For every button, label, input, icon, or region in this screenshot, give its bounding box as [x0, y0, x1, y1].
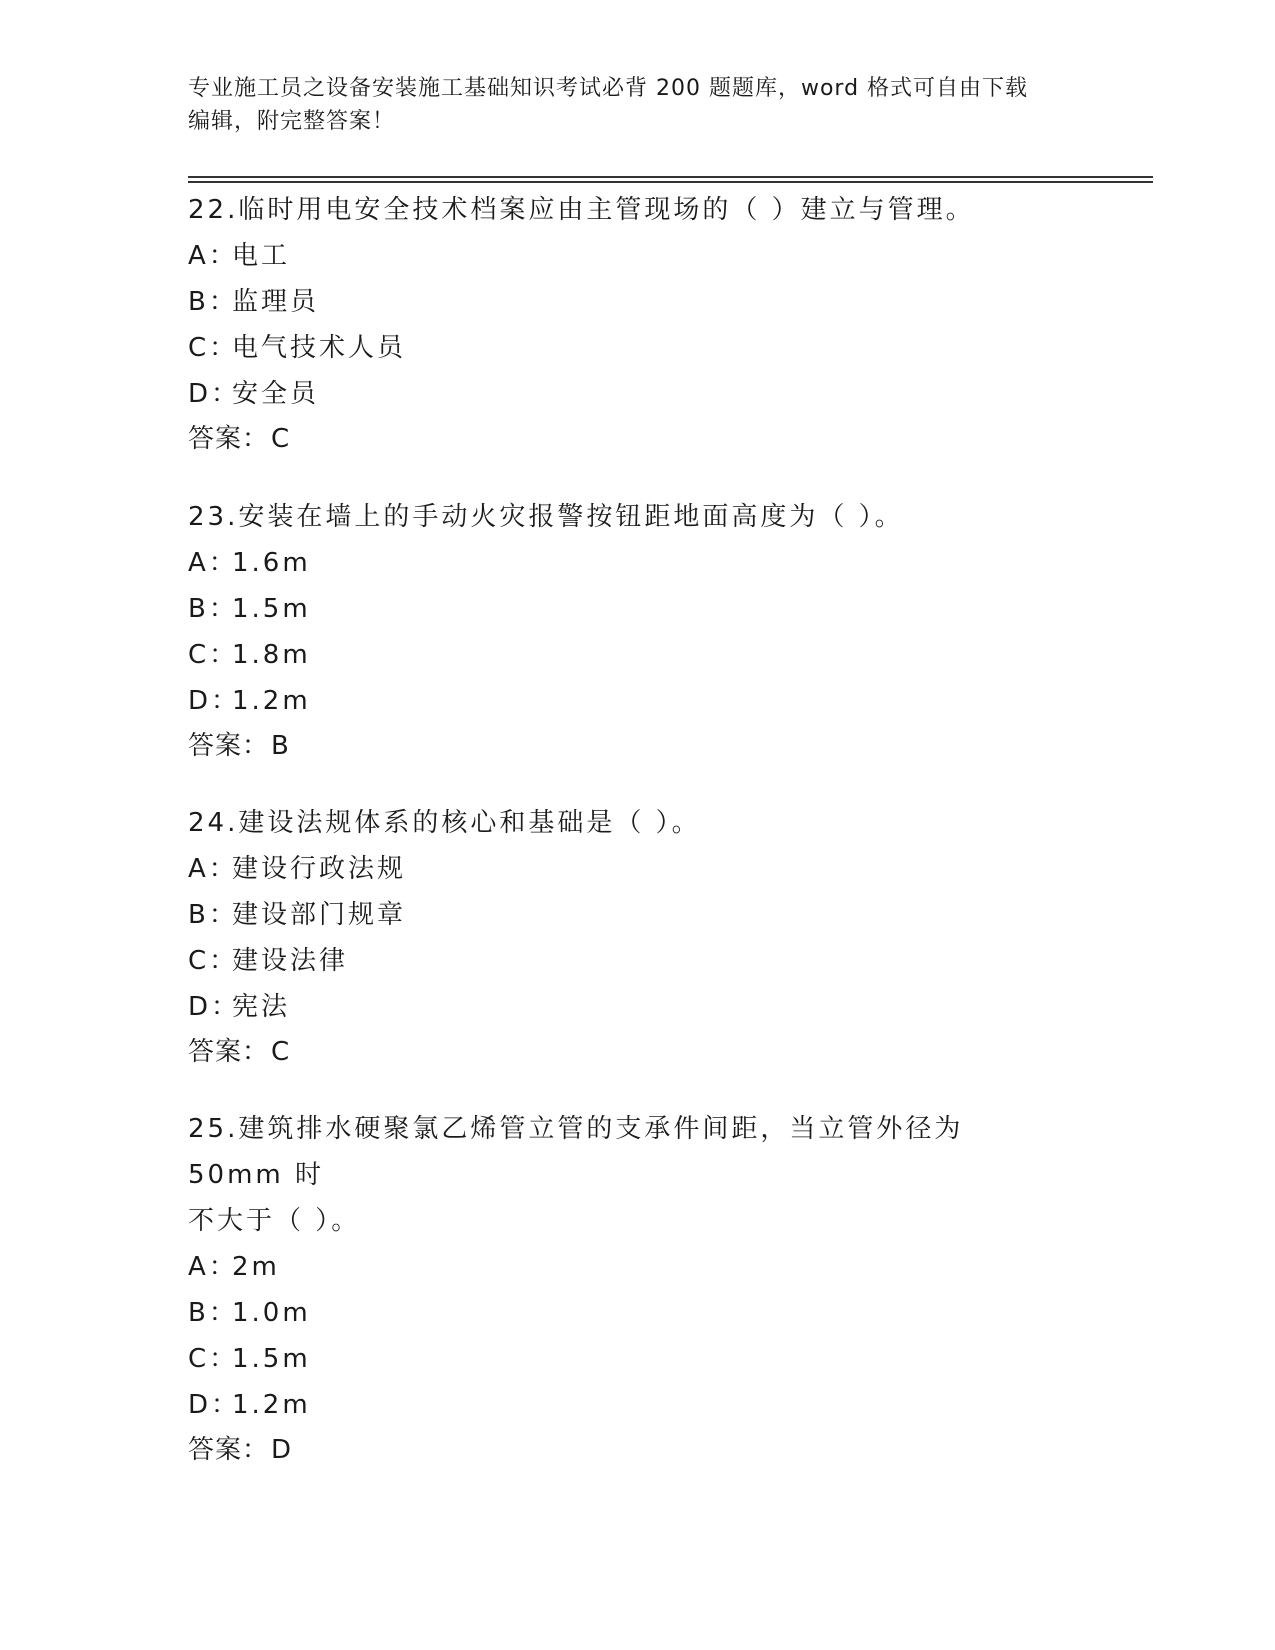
question-stem-line-2: 不大于（ ）。 [188, 1206, 361, 1236]
option-text: 电气技术人员 [232, 333, 407, 363]
option-b [188, 892, 1068, 938]
document-header [188, 72, 1068, 138]
option-key: D： [188, 379, 241, 409]
header-divider-bottom [188, 181, 1153, 183]
answer-label: 答案： [188, 1435, 270, 1465]
option-text: 宪法 [232, 992, 291, 1022]
option-a [188, 846, 1068, 892]
option-d [188, 371, 1068, 417]
option-key: B： [188, 287, 238, 317]
header-divider-top [188, 176, 1153, 178]
answer-label: 答案： [188, 424, 270, 454]
question-23 [188, 494, 1068, 768]
question-22 [188, 187, 1068, 461]
option-c [188, 325, 1068, 371]
option-text: 建设法律 [232, 946, 349, 976]
option-key: D： [188, 686, 241, 716]
option-key: A： [188, 1252, 238, 1282]
option-key: C： [188, 946, 239, 976]
answer-line [188, 417, 1068, 461]
question-25 [188, 1106, 1068, 1472]
option-text: 建设部门规章 [232, 900, 407, 930]
answer-label: 答案： [188, 1037, 270, 1067]
option-text: 1.5m [232, 594, 311, 624]
option-a [188, 233, 1068, 279]
answer-label: 答案： [188, 731, 270, 761]
option-text: 电工 [232, 241, 291, 271]
question-24 [188, 800, 1068, 1074]
option-a [188, 1244, 1068, 1290]
option-b [188, 279, 1068, 325]
option-b [188, 586, 1068, 632]
option-key: B： [188, 594, 238, 624]
option-text: 1.0m [232, 1298, 311, 1328]
question-stem: 24.建设法规体系的核心和基础是（ ）。 [188, 808, 701, 838]
answer-value: C [271, 424, 291, 454]
option-text: 监理员 [232, 287, 320, 317]
option-key: C： [188, 333, 239, 363]
answer-line [188, 724, 1068, 768]
option-text: 1.6m [232, 548, 311, 578]
answer-line [188, 1428, 1068, 1472]
option-key: C： [188, 640, 239, 670]
option-text: 1.8m [232, 640, 311, 670]
option-text: 1.2m [232, 686, 311, 716]
answer-line [188, 1030, 1068, 1074]
option-text: 建设行政法规 [232, 854, 407, 884]
option-key: B： [188, 1298, 238, 1328]
option-key: A： [188, 241, 238, 271]
option-c [188, 938, 1068, 984]
header-title-line-1: 专业施工员之设备安装施工基础知识考试必背 200 题题库，word 格式可自由下载 [188, 76, 1029, 101]
question-stem: 22.临时用电安全技术档案应由主管现场的（ ）建立与管理。 [188, 195, 975, 225]
option-text: 2m [232, 1252, 280, 1282]
answer-value: B [271, 731, 290, 761]
option-c [188, 1336, 1068, 1382]
option-key: A： [188, 854, 238, 884]
header-title-line-2: 编辑，附完整答案！ [188, 109, 396, 134]
answer-value: D [271, 1435, 293, 1465]
question-stem: 23.安装在墙上的手动火灾报警按钮距地面高度为（ ）。 [188, 502, 904, 532]
option-b [188, 1290, 1068, 1336]
option-text: 1.5m [232, 1344, 311, 1374]
option-c [188, 632, 1068, 678]
option-text: 1.2m [232, 1390, 311, 1420]
option-key: B： [188, 900, 238, 930]
option-key: A： [188, 548, 238, 578]
option-a [188, 540, 1068, 586]
option-text: 安全员 [232, 379, 320, 409]
option-d [188, 984, 1068, 1030]
option-d [188, 678, 1068, 724]
option-key: D： [188, 1390, 241, 1420]
option-d [188, 1382, 1068, 1428]
option-key: C： [188, 1344, 239, 1374]
option-key: D： [188, 992, 241, 1022]
answer-value: C [271, 1037, 291, 1067]
question-stem-line-1: 25.建筑排水硬聚氯乙烯管立管的支承件间距，当立管外径为 50mm 时 [188, 1114, 964, 1190]
